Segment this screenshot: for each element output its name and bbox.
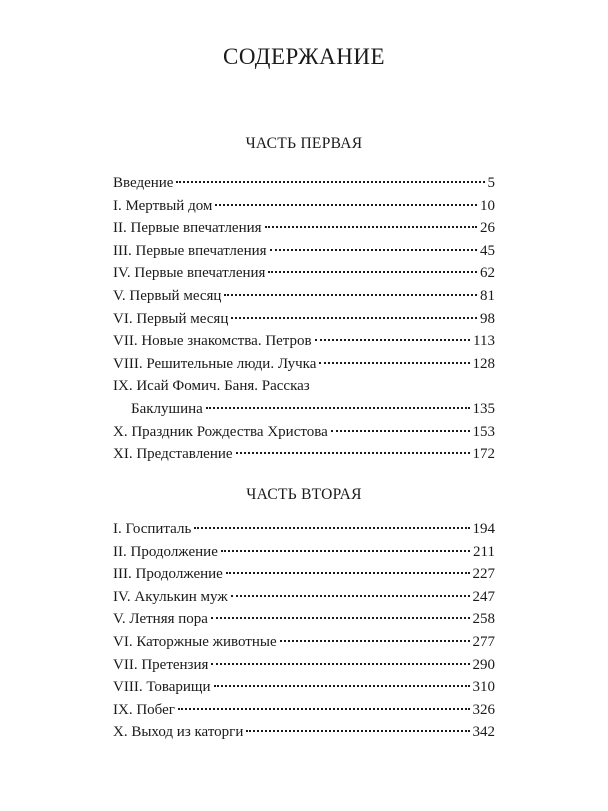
dot-leader xyxy=(178,708,470,710)
toc-entry-page-number: 326 xyxy=(472,701,495,718)
toc-entry-page-number: 172 xyxy=(472,446,495,463)
dot-leader xyxy=(231,595,470,597)
toc-entry-title: VII. Новые знакомства. Петров xyxy=(113,333,312,350)
part-one-toc-list xyxy=(113,172,495,466)
toc-entry xyxy=(113,195,495,218)
dot-leader xyxy=(268,271,477,273)
toc-entry xyxy=(113,353,495,376)
toc-entry-title: VIII. Решительные люди. Лучка xyxy=(113,355,317,372)
dot-leader xyxy=(315,339,470,341)
part-two-heading: ЧАСТЬ ВТОРАЯ xyxy=(246,486,362,503)
toc-entry-page-number: 290 xyxy=(472,656,495,673)
dot-leader xyxy=(246,730,469,732)
toc-entry xyxy=(113,172,495,195)
toc-entry xyxy=(113,631,495,654)
dot-leader xyxy=(224,294,477,296)
dot-leader xyxy=(280,640,470,642)
toc-entry-page-number: 247 xyxy=(472,588,495,605)
toc-entry-page-number: 113 xyxy=(473,333,495,350)
toc-entry xyxy=(113,518,495,541)
toc-entry-title: VIII. Товарищи xyxy=(113,679,211,696)
toc-entry-title-continued: Баклушина xyxy=(131,400,203,417)
toc-entry-title: IX. Исай Фомич. Баня. Рассказ xyxy=(113,378,310,395)
toc-entry-title: I. Мертвый дом xyxy=(113,197,213,214)
toc-entry-page-number: 258 xyxy=(472,611,495,628)
toc-entry-title: IX. Побег xyxy=(113,701,175,718)
toc-entry-title: II. Первые впечатления xyxy=(113,220,262,237)
toc-entry-title: X. Выход из каторги xyxy=(113,724,244,741)
toc-entry-page-number: 98 xyxy=(480,310,495,327)
toc-entry xyxy=(113,721,495,744)
toc-entry xyxy=(113,541,495,564)
dot-leader xyxy=(211,663,469,665)
toc-entry xyxy=(113,217,495,240)
toc-entry-title: Введение xyxy=(113,175,174,191)
toc-entry-title: VI. Каторжные животные xyxy=(113,633,277,650)
toc-entry-page-number: 227 xyxy=(472,566,495,583)
toc-entry-page-number: 342 xyxy=(472,724,495,741)
toc-entry xyxy=(113,285,495,308)
toc-entry-page-number: 310 xyxy=(472,679,495,696)
toc-entry-page-number: 153 xyxy=(472,423,495,440)
toc-entry xyxy=(113,586,495,609)
part-one-heading: ЧАСТЬ ПЕРВАЯ xyxy=(245,135,363,152)
toc-entry xyxy=(113,240,495,263)
dot-leader xyxy=(206,407,470,409)
toc-entry-title: III. Продолжение xyxy=(113,566,223,583)
toc-entry-page-number: 194 xyxy=(472,521,495,537)
toc-entry xyxy=(113,443,495,466)
toc-entry xyxy=(113,262,495,285)
toc-entry xyxy=(113,676,495,699)
toc-entry xyxy=(113,421,495,444)
toc-entry xyxy=(113,330,495,353)
toc-entry-title: VII. Претензия xyxy=(113,656,209,673)
toc-entry-title: V. Первый месяц xyxy=(113,287,222,304)
toc-entry xyxy=(113,654,495,677)
toc-entry-title: III. Первые впечатления xyxy=(113,242,267,259)
dot-leader xyxy=(236,452,470,454)
toc-entry-page-number: 45 xyxy=(480,242,495,259)
toc-entry xyxy=(113,699,495,722)
toc-entry xyxy=(113,308,495,331)
dot-leader xyxy=(215,204,477,206)
toc-entry-title: XI. Представление xyxy=(113,446,233,463)
dot-leader xyxy=(176,181,484,183)
dot-leader xyxy=(211,617,470,619)
toc-entry-title: V. Летняя пора xyxy=(113,611,208,628)
toc-entry xyxy=(113,563,495,586)
dot-leader xyxy=(226,572,470,574)
toc-entry-page-number: 5 xyxy=(487,175,495,191)
dot-leader xyxy=(231,317,477,319)
toc-entry-page-number: 26 xyxy=(480,220,495,237)
toc-entry-title: IV. Акулькин муж xyxy=(113,588,228,605)
page-title: СОДЕРЖАНИЕ xyxy=(222,44,385,69)
toc-entry-title: VI. Первый месяц xyxy=(113,310,229,327)
toc-entry-page-number: 10 xyxy=(480,197,495,214)
toc-entry xyxy=(113,375,495,398)
dot-leader xyxy=(194,527,469,529)
toc-entry-page-number: 81 xyxy=(480,287,495,304)
toc-entry-page-number: 62 xyxy=(480,265,495,282)
toc-entry-title: IV. Первые впечатления xyxy=(113,265,266,282)
toc-entry-page-number: 128 xyxy=(472,355,495,372)
dot-leader xyxy=(319,362,469,364)
toc-entry-page-number: 277 xyxy=(472,633,495,650)
part-two-toc-list xyxy=(113,518,495,744)
toc-entry-title: I. Госпиталь xyxy=(113,521,192,537)
toc-entry xyxy=(113,608,495,631)
dot-leader xyxy=(221,550,470,552)
dot-leader xyxy=(270,249,477,251)
dot-leader xyxy=(331,430,470,432)
dot-leader xyxy=(214,685,470,687)
toc-entry-title: II. Продолжение xyxy=(113,543,218,560)
toc-entry xyxy=(113,398,495,421)
dot-leader xyxy=(265,226,477,228)
toc-entry-page-number: 135 xyxy=(472,400,495,417)
toc-entry-title: X. Праздник Рождества Христова xyxy=(113,423,328,440)
toc-entry-page-number: 211 xyxy=(473,543,495,560)
